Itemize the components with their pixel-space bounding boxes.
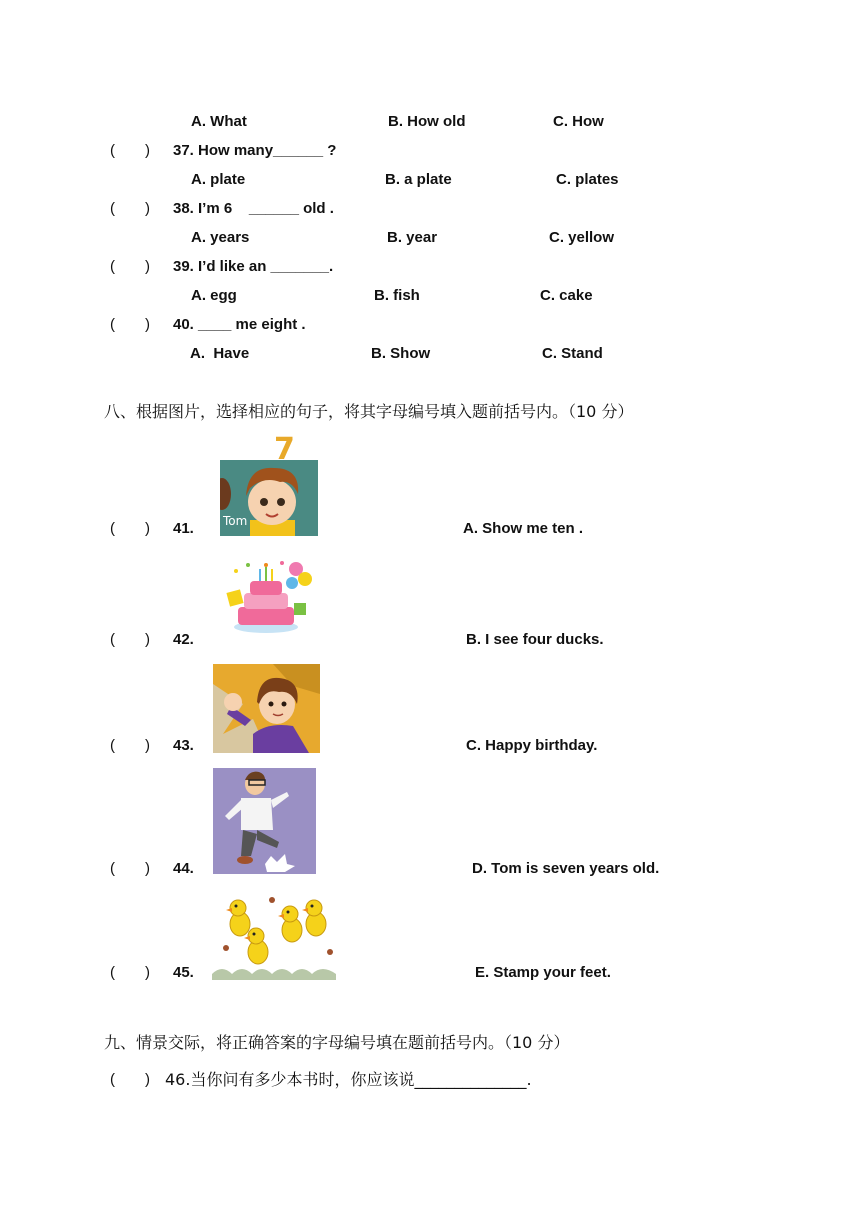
choice-b: B. I see four ducks. <box>466 631 604 648</box>
q39-option-a: A. egg <box>191 287 237 304</box>
q40-option-a: A. Have <box>190 345 250 362</box>
q39-answer-paren: ( ) <box>110 258 150 275</box>
boy-fist-picture <box>213 664 320 753</box>
q43-answer-paren: ( ) <box>110 737 150 754</box>
q39-option-c: C. cake <box>540 287 593 304</box>
section8-heading: 八、根据图片，选择相应的句子，将其字母编号填入题前括号内。（10 分） <box>104 402 634 421</box>
tom-boy-seven-picture <box>220 432 318 536</box>
section9-heading: 九、情景交际，将正确答案的字母编号填在题前括号内。（10 分） <box>104 1033 570 1052</box>
seven-label: 7 <box>274 432 295 467</box>
q46-answer-paren: ( ) <box>110 1071 150 1088</box>
choice-d: D. Tom is seven years old. <box>472 860 660 877</box>
choice-e: E. Stamp your feet. <box>475 964 611 981</box>
q37-stem: 37. How many______ ? <box>173 142 337 159</box>
q44-number: 44. <box>173 860 194 877</box>
q37-answer-paren: ( ) <box>110 142 150 159</box>
q40-answer-paren: ( ) <box>110 316 150 333</box>
q45-answer-paren: ( ) <box>110 964 150 981</box>
tom-label: Tom <box>223 514 248 528</box>
q37-option-a: A. plate <box>191 171 246 188</box>
q45-number: 45. <box>173 964 194 981</box>
q38-option-a: A. years <box>191 229 250 246</box>
q38-answer-paren: ( ) <box>110 200 150 217</box>
man-stamping-picture <box>213 768 316 874</box>
choice-c: C. Happy birthday. <box>466 737 598 754</box>
ducks-picture <box>212 890 336 980</box>
q43-number: 43. <box>173 737 194 754</box>
q41-number: 41. <box>173 520 194 537</box>
q36-option-b: B. How old <box>388 113 466 130</box>
q39-stem: 39. I’d like an _______. <box>173 258 334 275</box>
q44-answer-paren: ( ) <box>110 860 150 877</box>
q36-option-c: C. How <box>553 113 604 130</box>
q40-option-b: B. Show <box>371 345 431 362</box>
q39-option-b: B. fish <box>374 287 420 304</box>
birthday-cake-picture <box>220 557 314 637</box>
q42-answer-paren: ( ) <box>110 631 150 648</box>
q38-option-b: B. year <box>387 229 438 246</box>
q36-option-a: A. What <box>191 113 247 130</box>
q38-stem: 38. I’m 6 ______ old . <box>173 200 334 217</box>
q40-stem: 40. ____ me eight . <box>173 316 306 333</box>
q42-number: 42. <box>173 631 194 648</box>
q37-option-c: C. plates <box>556 171 619 188</box>
q40-option-c: C. Stand <box>542 345 603 362</box>
q46-text: 46.当你问有多少本书时，你应该说______________. <box>165 1070 532 1089</box>
q41-answer-paren: ( ) <box>110 520 150 537</box>
choice-a: A. Show me ten . <box>463 520 584 537</box>
q38-option-c: C. yellow <box>549 229 615 246</box>
q37-option-b: B. a plate <box>385 171 452 188</box>
